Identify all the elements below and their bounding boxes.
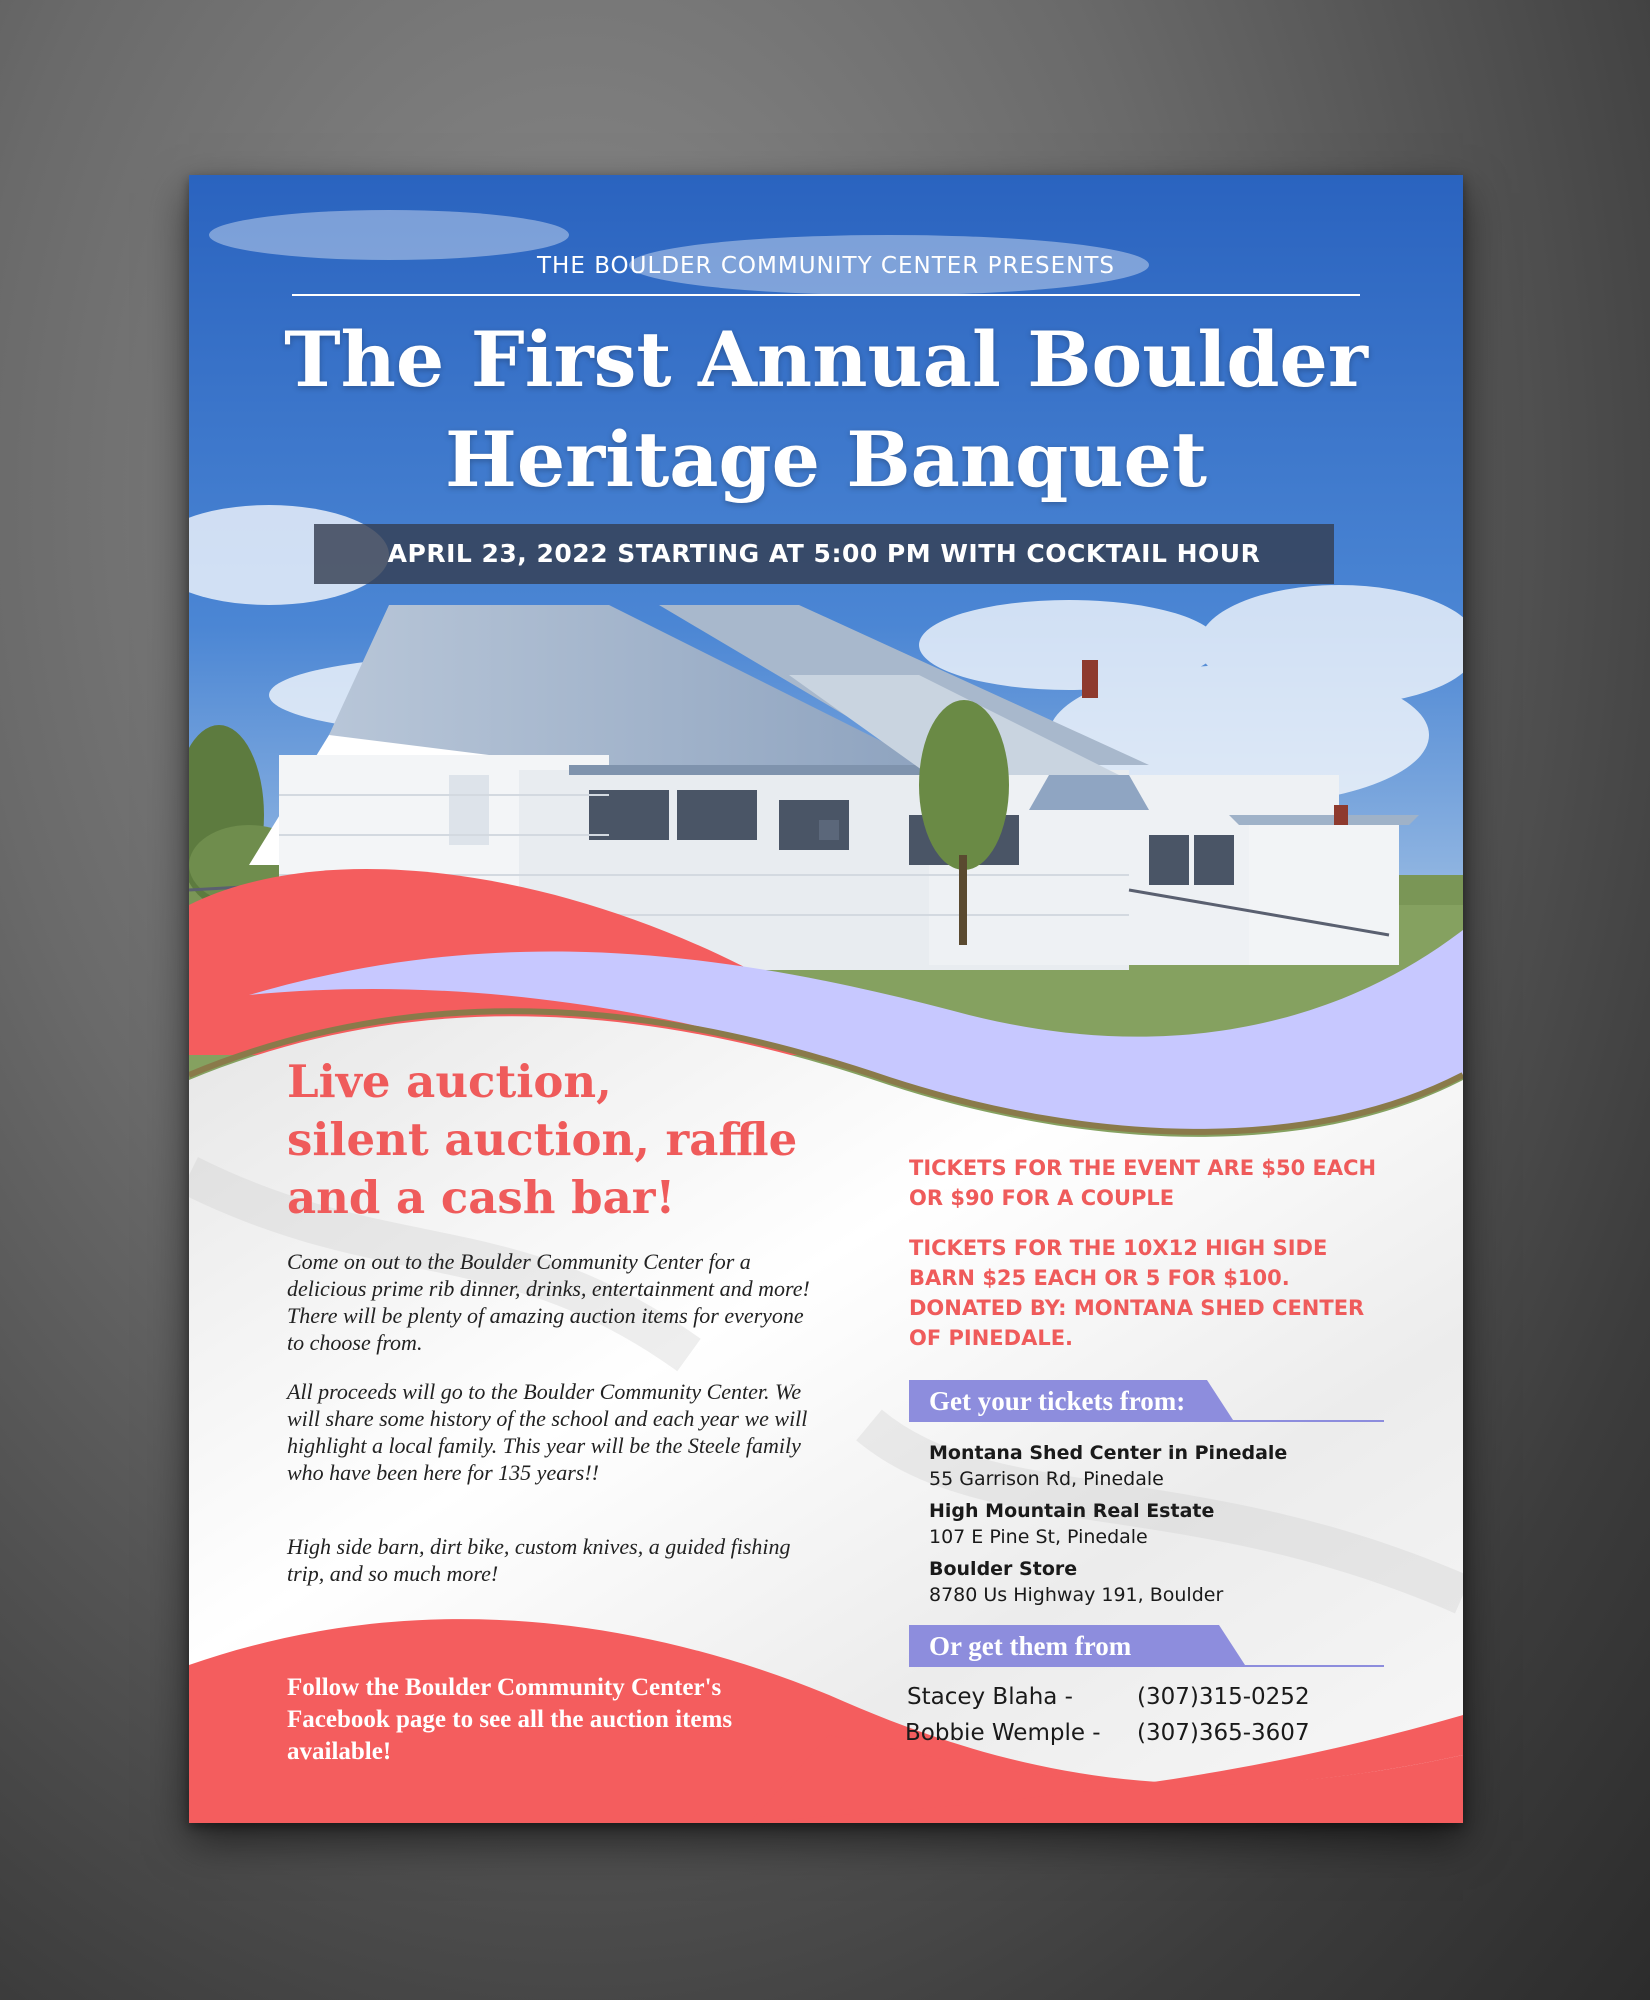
event-ticket-prices: TICKETS FOR THE EVENT ARE $50 EACH OR $90 FOR A COUPLE <box>909 1156 1377 1210</box>
title-line-1: The First Annual Boulder <box>284 315 1368 404</box>
presents-line: THE BOULDER COMMUNITY CENTER PRESENTS <box>537 253 1115 279</box>
auction-headline <box>287 1053 847 1227</box>
or-get-them-heading: Or get them from <box>929 1631 1132 1661</box>
header-divider <box>292 294 1360 296</box>
contact-phone: (307)315-0252 <box>1137 1684 1310 1710</box>
location-name: Boulder Store <box>929 1558 1078 1580</box>
location-name: Montana Shed Center in Pinedale <box>929 1442 1288 1464</box>
location-address: 107 E Pine St, Pinedale <box>929 1526 1148 1548</box>
title-line-2: Heritage Banquet <box>445 415 1207 504</box>
description-paragraph-3: High side barn, dirt bike, custom knives, a guided fishing trip, and so much more! <box>287 1534 791 1586</box>
contact-name: Bobbie Wemple - <box>905 1720 1101 1746</box>
flyer <box>189 175 1463 1823</box>
headline-line-3: and a cash bar! <box>287 1171 676 1224</box>
description-paragraph-2: All proceeds will go to the Boulder Community Center. We will share some history of the school and each year we will highlight a local family. This year will be the Steele family who have been here for 135 years!! <box>287 1379 808 1485</box>
description-paragraph-1: Come on out to the Boulder Community Center for a delicious prime rib dinner, drinks, entertainment and more! There will be plenty of amazing auction items for everyone to choose from. <box>287 1249 810 1355</box>
barn-raffle-tickets: TICKETS FOR THE 10X12 HIGH SIDE BARN $25 EACH OR 5 FOR $100. DONATED BY: MONTANA SHED CENTER OF PINEDALE. <box>909 1236 1365 1350</box>
location-name: High Mountain Real Estate <box>929 1500 1215 1522</box>
headline-line-1: Live auction, <box>287 1055 612 1108</box>
headline-line-2: silent auction, raffle <box>287 1113 798 1166</box>
event-title <box>189 310 1463 510</box>
contact-phone: (307)365-3607 <box>1137 1720 1310 1746</box>
facebook-follow-note: Follow the Boulder Community Center's Facebook page to see all the auction items available! <box>287 1674 733 1765</box>
get-tickets-heading: Get your tickets from: <box>929 1386 1186 1416</box>
location-address: 55 Garrison Rd, Pinedale <box>929 1468 1164 1490</box>
date-banner: APRIL 23, 2022 STARTING AT 5:00 PM WITH COCKTAIL HOUR <box>314 524 1334 584</box>
location-address: 8780 Us Highway 191, Boulder <box>929 1584 1224 1606</box>
contact-name: Stacey Blaha - <box>907 1684 1073 1710</box>
